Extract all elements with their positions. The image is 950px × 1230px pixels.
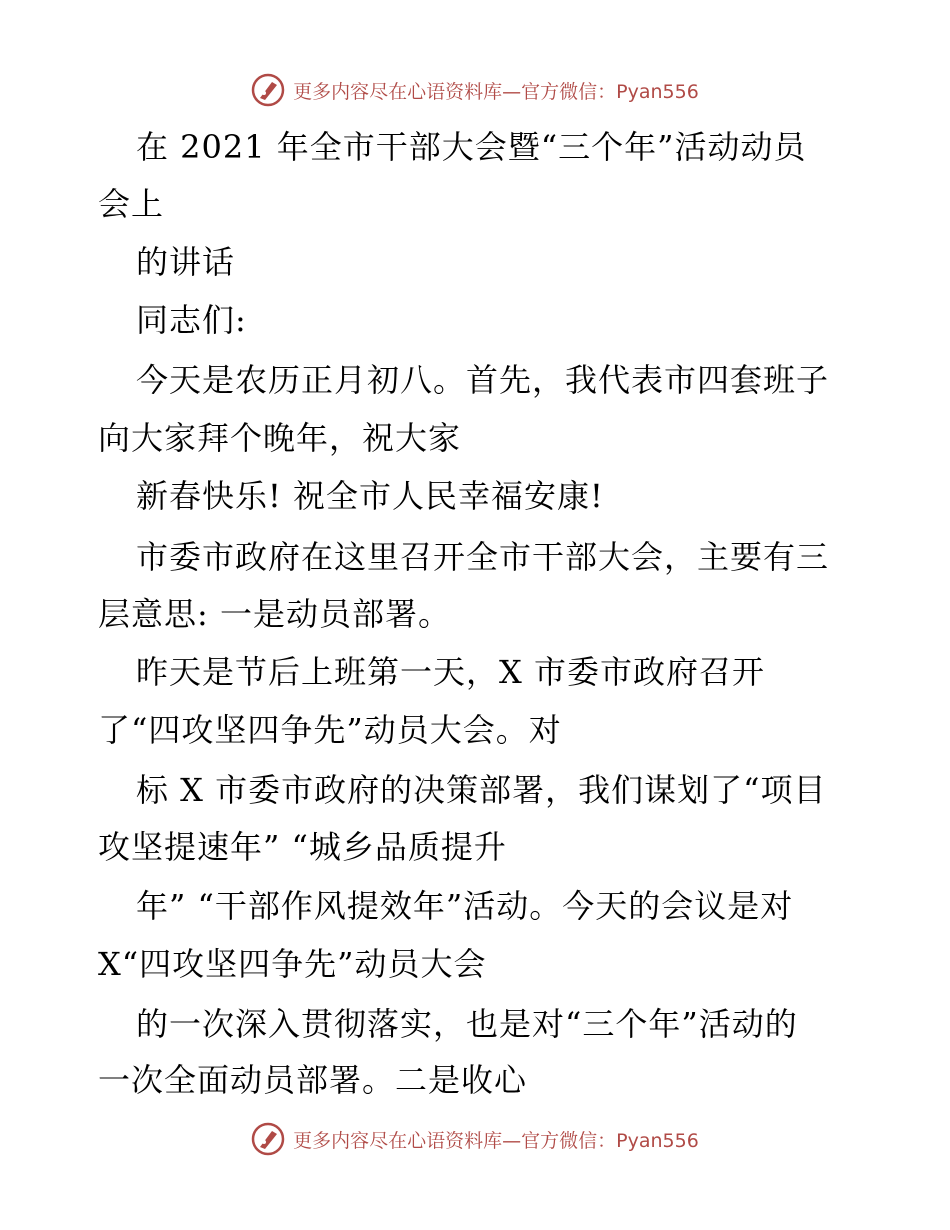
paragraph-line: X“四攻坚四争先”动员大会 bbox=[98, 945, 487, 983]
paragraph-line: 向大家拜个晚年，祝大家 bbox=[98, 419, 462, 457]
title-line-1: 在 2021 年全市干部大会暨“三个年”活动动员 bbox=[136, 128, 807, 166]
title-line-2: 会上 bbox=[98, 185, 165, 223]
paragraph-line: 层意思: 一是动员部署。 bbox=[98, 595, 451, 633]
footer-watermark bbox=[0, 1121, 950, 1157]
paragraph-line: 的一次深入贯彻落实，也是对“三个年”活动的 bbox=[136, 1005, 798, 1043]
paragraph-line: 今天是农历正月初八。首先，我代表市四套班子 bbox=[136, 361, 830, 399]
paragraph-line: 市委市政府在这里召开全市干部大会，主要有三 bbox=[136, 538, 830, 576]
paragraph-line: 昨天是节后上班第一天，X 市委市政府召开 bbox=[136, 653, 765, 691]
salutation: 同志们: bbox=[136, 301, 247, 339]
paragraph-line: 了“四攻坚四争先”动员大会。对 bbox=[98, 711, 562, 749]
paragraph-line: 标 X 市委市政府的决策部署，我们谋划了“项目 bbox=[136, 771, 827, 809]
watermark-text: 更多内容尽在心语资料库—官方微信：Pyan556 bbox=[293, 1129, 699, 1152]
paragraph-line: 新春快乐! 祝全市人民幸福安康! bbox=[136, 477, 604, 515]
paragraph-line: 年” “干部作风提效年”活动。今天的会议是对 bbox=[136, 887, 794, 925]
paragraph-line: 一次全面动员部署。二是收心 bbox=[98, 1061, 528, 1099]
pen-nib-logo-icon bbox=[251, 1122, 285, 1156]
watermark-text: 更多内容尽在心语资料库—官方微信：Pyan556 bbox=[293, 80, 699, 103]
paragraph-line: 攻坚提速年” “城乡品质提升 bbox=[98, 828, 507, 866]
title-line-3: 的讲话 bbox=[136, 243, 236, 281]
